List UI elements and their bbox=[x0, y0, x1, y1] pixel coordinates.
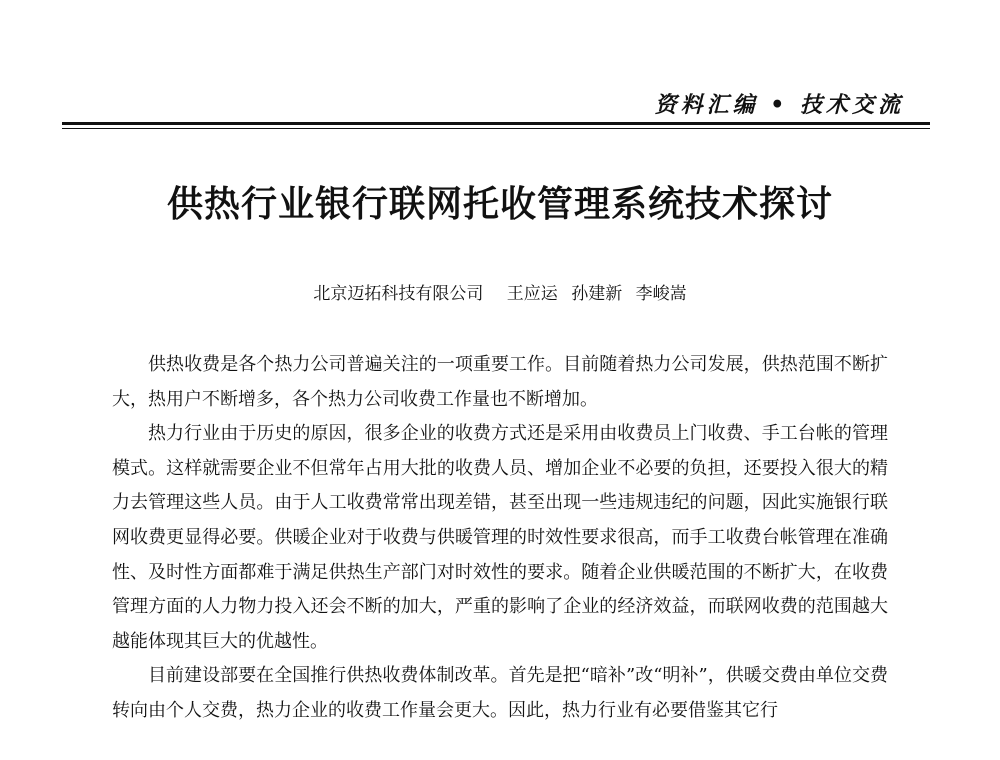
header-rule-thin bbox=[62, 128, 930, 129]
author-name: 孙建新 bbox=[571, 284, 623, 304]
body-paragraph: 供热收费是各个热力公司普遍关注的一项重要工作。目前随着热力公司发展，供热范围不断扩大，热用户不断增多，各个热力公司收费工作量也不断增加。 bbox=[112, 354, 888, 410]
author-organization: 北京迈拓科技有限公司 bbox=[313, 284, 484, 304]
body-paragraph: 目前建设部要在全国推行供热收费体制改革。首先是把“暗补”改“明补”，供暖交费由单位交费转向由个人交费，热力企业的收费工作量会更大。因此，热力行业有必要借鉴其它行 bbox=[112, 665, 888, 721]
section-header-title: 资料汇编 • 技术交流 bbox=[654, 92, 904, 118]
byline bbox=[0, 279, 1000, 304]
article-title: 供热行业银行联网托收管理系统技术探讨 bbox=[166, 183, 833, 225]
article-body bbox=[112, 348, 888, 729]
body-paragraph: 热力行业由于历史的原因，很多企业的收费方式还是采用由收费员上门收费、手工台帐的管理模式。这样就需要企业不但常年占用大批的收费人员、增加企业不必要的负担，还要投入很大的精力去管理这些人员。由于人工收费常常出现差错，甚至出现一些违规违纪的问题，因此实施银行联网收费更显得必要。供暖企业对于收费与供暖管理的时效性要求很高，而手工收费台帐管理在准确性、及时性方面都难于满足供热生产部门对时效性的要求。随着企业供暖范围的不断扩大，在收费管理方面的人力物力投入还会不断的加大，严重的影响了企业的经济效益，而联网收费的范围越大越能体现其巨大的优越性。 bbox=[112, 423, 888, 652]
author-name: 王应运 bbox=[506, 284, 558, 304]
header-rule-thick bbox=[62, 122, 930, 125]
author-name: 李峻嵩 bbox=[635, 284, 687, 304]
